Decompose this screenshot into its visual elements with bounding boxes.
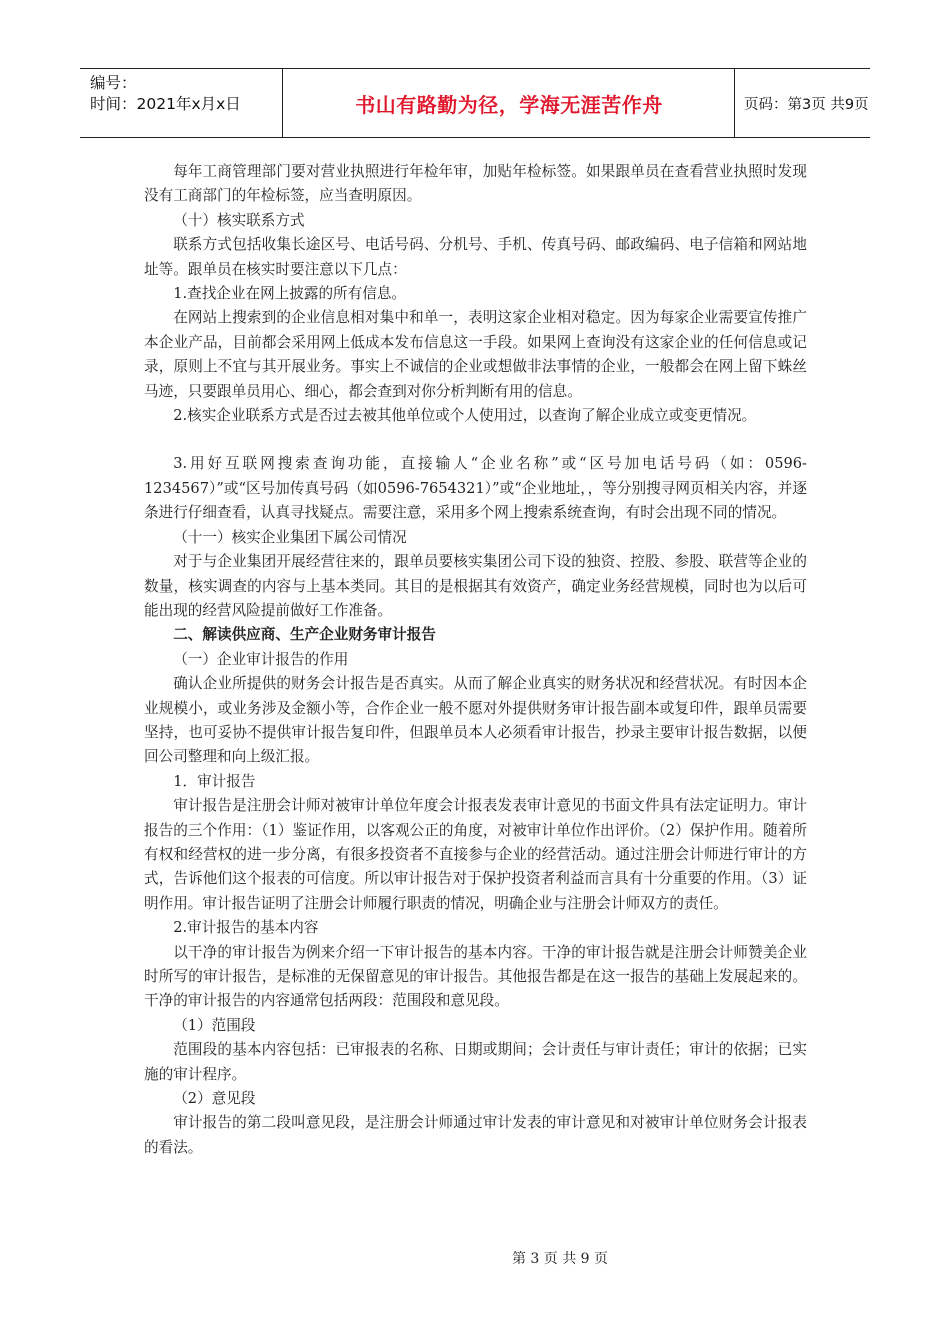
page-footer: 第 3 页 共 9 页 bbox=[511, 1251, 609, 1267]
document-date: 时间：2021年x月x日 bbox=[90, 95, 241, 113]
body-paragraph: 3.用好互联网搜索查询功能，直接输人“企业名称”或“区号加电话号码（如：0596-1234567）”或“区号加传真号码（如0596-7654321）”或“企业地址，，等分别搜寻网页相关内容，并逐条进行仔细查看，认真寻找疑点。需要注意，采用多个网上搜索系统查询，有时会出现不同的情况。 bbox=[144, 455, 807, 522]
header-page-info: 页码：第3页 共9页 bbox=[744, 96, 869, 113]
header-meta bbox=[90, 73, 280, 115]
header-motto: 书山有路勤为径，学海无涯苦作舟 bbox=[355, 92, 663, 117]
body-paragraph: 以干净的审计报告为例来介绍一下审计报告的基本内容。干净的审计报告就是注册会计师赞美企业时所写的审计报告，是标准的无保留意见的审计报告。其他报告都是在这一报告的基础上发展起来的。干净的审计报告的内容通常包括两段：范围段和意见段。 bbox=[144, 943, 807, 1010]
body-paragraph: 1.查找企业在网上披露的所有信息。 bbox=[173, 285, 407, 303]
body-paragraph: 审计报告是注册会计师对被审计单位年度会计报表发表审计意见的书面文件具有法定证明力。审计报告的三个作用：（1）鉴证作用，以客观公正的角度，对被审计单位作出评价。（2）保护作用。随着所有权和经营权的进一步分离，有很多投资者不直接参与企业的经营活动。通过注册会计师进行审计的方式，告诉他们这个报表的可信度。所以审计报告对于保护投资者利益而言具有十分重要的作用。（3）证明作用。审计报告证明了注册会计师履行职责的情况，明确企业与注册会计师双方的责任。 bbox=[144, 797, 807, 912]
page-header bbox=[80, 68, 870, 138]
body-paragraph: 范围段的基本内容包括：已审报表的名称、日期或期间；会计责任与审计责任；审计的依据；已实施的审计程序。 bbox=[144, 1041, 807, 1083]
document-number-label: 编号： bbox=[90, 74, 137, 92]
header-divider bbox=[734, 69, 735, 137]
body-paragraph: （1）范围段 bbox=[173, 1016, 256, 1034]
body-paragraph: （一）企业审计报告的作用 bbox=[173, 650, 349, 668]
body-paragraph: 每年工商管理部门要对营业执照进行年检年审，加贴年检标签。如果跟单员在查看营业执照时发现没有工商部门的年检标签，应当查明原因。 bbox=[144, 163, 807, 205]
body-paragraph: （2）意见段 bbox=[173, 1090, 256, 1108]
body-paragraph: 确认企业所提供的财务会计报告是否真实。从而了解企业真实的财务状况和经营状况。有时因本企业规模小，或业务涉及金额小等，合作企业一般不愿对外提供财务审计报告副本或复印件，跟单员需要坚持，也可妥协不提供审计报告复印件，但跟单员本人必须看审计报告，抄录主要审计报告数据，以便回公司整理和向上级汇报。 bbox=[144, 675, 807, 766]
body-paragraph: 2.审计报告的基本内容 bbox=[173, 919, 319, 937]
body-paragraph: 对于与企业集团开展经营往来的，跟单员要核实集团公司下设的独资、控股、参股、联营等企业的数量，核实调查的内容与上基本类同。其目的是根据其有效资产，确定业务经营规模，同时也为以后可能出现的经营风险提前做好工作准备。 bbox=[144, 553, 807, 619]
body-paragraph: （十）核实联系方式 bbox=[173, 211, 305, 229]
section-heading: 二、解读供应商、生产企业财务审计报告 bbox=[173, 626, 436, 644]
body-paragraph: 2.核实企业联系方式是否过去被其他单位或个人使用过，以查询了解企业成立或变更情况。 bbox=[173, 407, 757, 425]
body-paragraph: 审计报告的第二段叫意见段，是注册会计师通过审计发表的审计意见和对被审计单位财务会计报表的看法。 bbox=[144, 1114, 807, 1156]
document-body bbox=[144, 160, 807, 1160]
body-paragraph: （十一）核实企业集团下属公司情况 bbox=[173, 528, 407, 546]
body-paragraph: 在网站上搜索到的企业信息相对集中和单一，表明这家企业相对稳定。因为每家企业需要宣传推广本企业产品，目前都会采用网上低成本发布信息这一手段。如果网上查询没有这家企业的任何信息或记录，原则上不宜与其开展业务。事实上不诚信的企业或想做非法事情的企业，一般都会在网上留下蛛丝马迹，只要跟单员用心、细心，都会查到对你分析判断有用的信息。 bbox=[144, 309, 807, 400]
body-paragraph: 联系方式包括收集长途区号、电话号码、分机号、手机、传真号码、邮政编码、电子信箱和网站地址等。跟单员在核实时要注意以下几点： bbox=[144, 236, 807, 278]
body-paragraph: 1．审计报告 bbox=[173, 772, 256, 790]
